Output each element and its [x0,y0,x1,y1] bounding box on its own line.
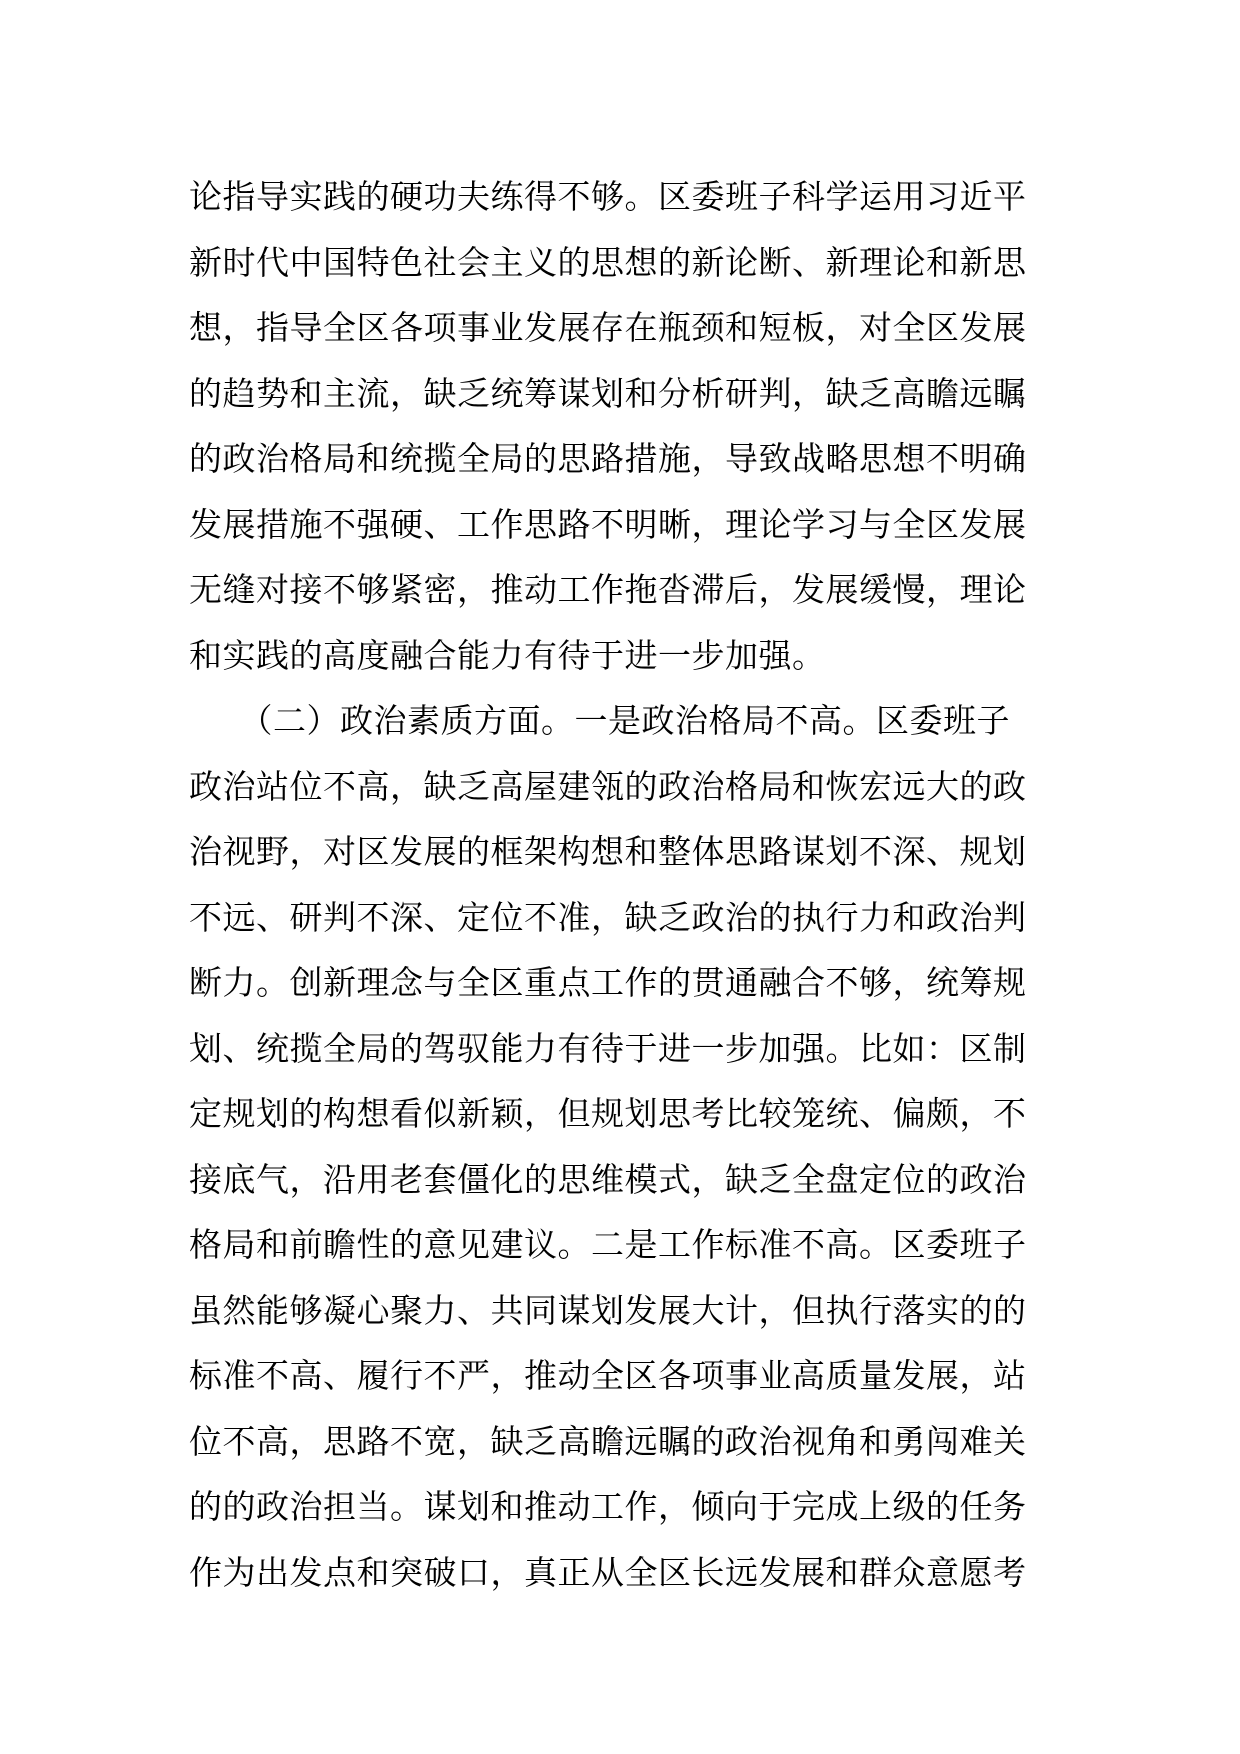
text-line: 想，指导全区各项事业发展存在瓶颈和短板，对全区发展 [189,308,1027,347]
text-line: 发展措施不强硬、工作思路不明晰，理论学习与全区发展 [189,504,1027,544]
text-line: 虽然能够凝心聚力、共同谋划发展大计，但执行落实的的 [189,1290,1027,1330]
text-line: 划、统揽全局的驾驭能力有待于进一步加强。比如：区制 [189,1028,1027,1068]
text-line: 治视野，对区发展的框架构想和整体思路谋划不深、规划 [189,832,1027,871]
text-line: 论指导实践的硬功夫练得不够。区委班子科学运用习近平 [189,177,1027,216]
text-line: 无缝对接不够紧密，推动工作拖沓滞后，发展缓慢，理论 [189,570,1027,609]
text-line: 格局和前瞻性的意见建议。二是工作标准不高。区委班子 [189,1225,1027,1264]
text-line: 位不高，思路不宽，缺乏高瞻远瞩的政治视角和勇闯难关 [189,1421,1027,1461]
section-heading-line: （二）政治素质方面。一是政治格局不高。区委班子 [189,701,1010,740]
text-line: 不远、研判不深、定位不准，缺乏政治的执行力和政治判 [189,897,1027,937]
text-line: 新时代中国特色社会主义的思想的新论断、新理论和新思 [189,242,1027,282]
text-line: 的的政治担当。谋划和推动工作，倾向于完成上级的任务 [189,1487,1027,1526]
text-line: 接底气，沿用老套僵化的思维模式，缺乏全盘定位的政治 [189,1159,1027,1199]
text-line: 作为出发点和突破口，真正从全区长远发展和群众意愿考 [189,1552,1027,1592]
text-line: 的政治格局和统揽全局的思路措施，导致战略思想不明确 [189,439,1027,478]
text-line: 标准不高、履行不严，推动全区各项事业高质量发展，站 [189,1356,1027,1395]
body-text [189,164,1069,1605]
text-line: 和实践的高度融合能力有待于进一步加强。 [189,635,826,675]
text-line: 定规划的构想看似新颖，但规划思考比较笼统、偏颇，不 [189,1094,1027,1133]
text-line: 断力。创新理念与全区重点工作的贯通融合不够，统筹规 [189,963,1027,1002]
text-line: 政治站位不高，缺乏高屋建瓴的政治格局和恢宏远大的政 [189,766,1027,806]
text-line: 的趋势和主流，缺乏统筹谋划和分析研判，缺乏高瞻远瞩 [189,373,1027,413]
